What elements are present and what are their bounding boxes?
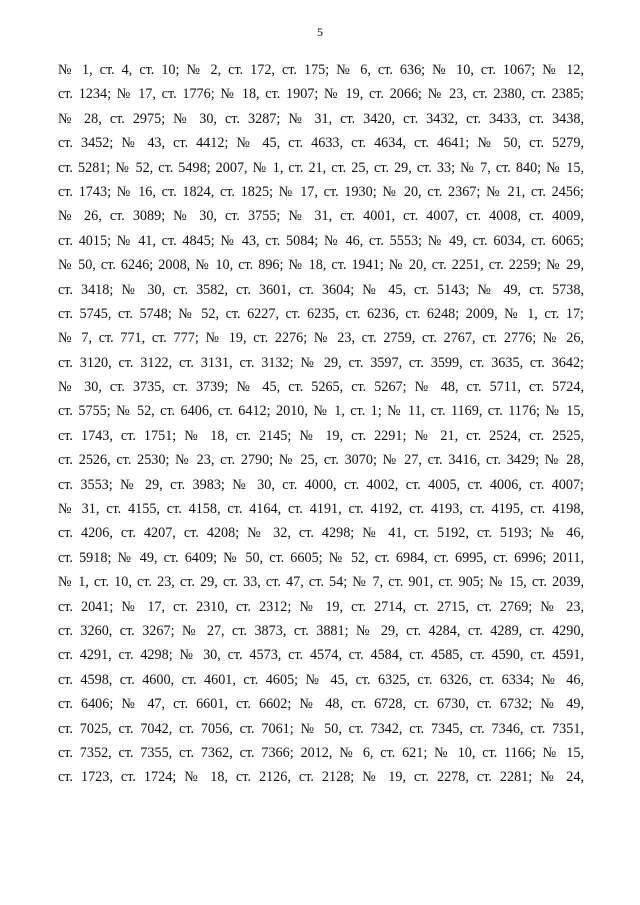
text-line: ст. 3120, ст. 3122, ст. 3131, ст. 3132; № 29, ст. 3597, ст. 3599, ст. 3635, ст. 3642; <box>58 354 584 371</box>
text-line: ст. 3260, ст. 3267; № 27, ст. 3873, ст. 3881; № 29, ст. 4284, ст. 4289, ст. 4290, <box>58 622 584 639</box>
text-line: ст. 2526, ст. 2530; № 23, ст. 2790; № 25, ст. 3070; № 27, ст. 3416, ст. 3429; № 28, <box>58 452 584 469</box>
text-line: ст. 6406; № 47, ст. 6601, ст. 6602; № 48, ст. 6728, ст. 6730, ст. 6732; № 49, <box>58 696 584 713</box>
text-line: № 50, ст. 6246; 2008, № 10, ст. 896; № 18, ст. 1941; № 20, ст. 2251, ст. 2259; № 29, <box>58 257 584 274</box>
text-line: ст. 1743; № 16, ст. 1824, ст. 1825; № 17, ст. 1930; № 20, ст. 2367; № 21, ст. 2456; <box>58 183 584 200</box>
page-number: 5 <box>317 25 323 39</box>
text-line: ст. 4291, ст. 4298; № 30, ст. 4573, ст. 4574, ст. 4584, ст. 4585, ст. 4590, ст. 4591, <box>58 647 584 664</box>
text-line: ст. 7025, ст. 7042, ст. 7056, ст. 7061; № 50, ст. 7342, ст. 7345, ст. 7346, ст. 7351, <box>58 720 584 737</box>
text-line: № 31, ст. 4155, ст. 4158, ст. 4164, ст. 4191, ст. 4192, ст. 4193, ст. 4195, ст. 4198, <box>58 501 584 518</box>
text-line: № 26, ст. 3089; № 30, ст. 3755; № 31, ст. 4001, ст. 4007, ст. 4008, ст. 4009, <box>58 208 584 225</box>
text-line: ст. 5745, ст. 5748; № 52, ст. 6227, ст. 6235, ст. 6236, ст. 6248; 2009, № 1, ст. 17; <box>58 305 584 322</box>
text-line: ст. 1743, ст. 1751; № 18, ст. 2145; № 19, ст. 2291; № 21, ст. 2524, ст. 2525, <box>58 427 584 444</box>
text-line: ст. 5918; № 49, ст. 6409; № 50, ст. 6605; № 52, ст. 6984, ст. 6995, ст. 6996; 2011, <box>58 549 584 566</box>
text-line: ст. 4206, ст. 4207, ст. 4208; № 32, ст. 4298; № 41, ст. 5192, ст. 5193; № 46, <box>58 525 584 542</box>
text-line: ст. 1723, ст. 1724; № 18, ст. 2126, ст. 2128; № 19, ст. 2278, ст. 2281; № 24, <box>58 769 584 786</box>
document-body-text <box>58 60 584 792</box>
text-line: ст. 3553; № 29, ст. 3983; № 30, ст. 4000, ст. 4002, ст. 4005, ст. 4006, ст. 4007; <box>58 476 584 493</box>
text-line: ст. 3418; № 30, ст. 3582, ст. 3601, ст. 3604; № 45, ст. 5143; № 49, ст. 5738, <box>58 281 584 298</box>
text-line: ст. 2041; № 17, ст. 2310, ст. 2312; № 19, ст. 2714, ст. 2715, ст. 2769; № 23, <box>58 598 584 615</box>
text-line: № 1, ст. 10, ст. 23, ст. 29, ст. 33, ст. 47, ст. 54; № 7, ст. 901, ст. 905; № 15, ст. 2039, <box>58 574 584 591</box>
text-line: ст. 4015; № 41, ст. 4845; № 43, ст. 5084; № 46, ст. 5553; № 49, ст. 6034, ст. 6065; <box>58 232 584 249</box>
text-line: № 30, ст. 3735, ст. 3739; № 45, ст. 5265, ст. 5267; № 48, ст. 5711, ст. 5724, <box>58 379 584 396</box>
text-line: № 7, ст. 771, ст. 777; № 19, ст. 2276; № 23, ст. 2759, ст. 2767, ст. 2776; № 26, <box>58 330 584 347</box>
text-line: ст. 4598, ст. 4600, ст. 4601, ст. 4605; № 45, ст. 6325, ст. 6326, ст. 6334; № 46, <box>58 671 584 688</box>
text-line: ст. 1234; № 17, ст. 1776; № 18, ст. 1907; № 19, ст. 2066; № 23, ст. 2380, ст. 2385; <box>58 86 584 103</box>
text-line: ст. 5755; № 52, ст. 6406, ст. 6412; 2010, № 1, ст. 1; № 11, ст. 1169, ст. 1176; № 15, <box>58 403 584 420</box>
text-line: ст. 5281; № 52, ст. 5498; 2007, № 1, ст. 21, ст. 25, ст. 29, ст. 33; № 7, ст. 840; № 15, <box>58 159 584 176</box>
text-line: ст. 3452; № 43, ст. 4412; № 45, ст. 4633, ст. 4634, ст. 4641; № 50, ст. 5279, <box>58 135 584 152</box>
text-line: ст. 7352, ст. 7355, ст. 7362, ст. 7366; 2012, № 6, ст. 621; № 10, ст. 1166; № 15, <box>58 744 584 761</box>
text-line: № 1, ст. 4, ст. 10; № 2, ст. 172, ст. 175; № 6, ст. 636; № 10, ст. 1067; № 12, <box>58 62 584 78</box>
text-line: № 28, ст. 2975; № 30, ст. 3287; № 31, ст. 3420, ст. 3432, ст. 3433, ст. 3438, <box>58 110 584 127</box>
